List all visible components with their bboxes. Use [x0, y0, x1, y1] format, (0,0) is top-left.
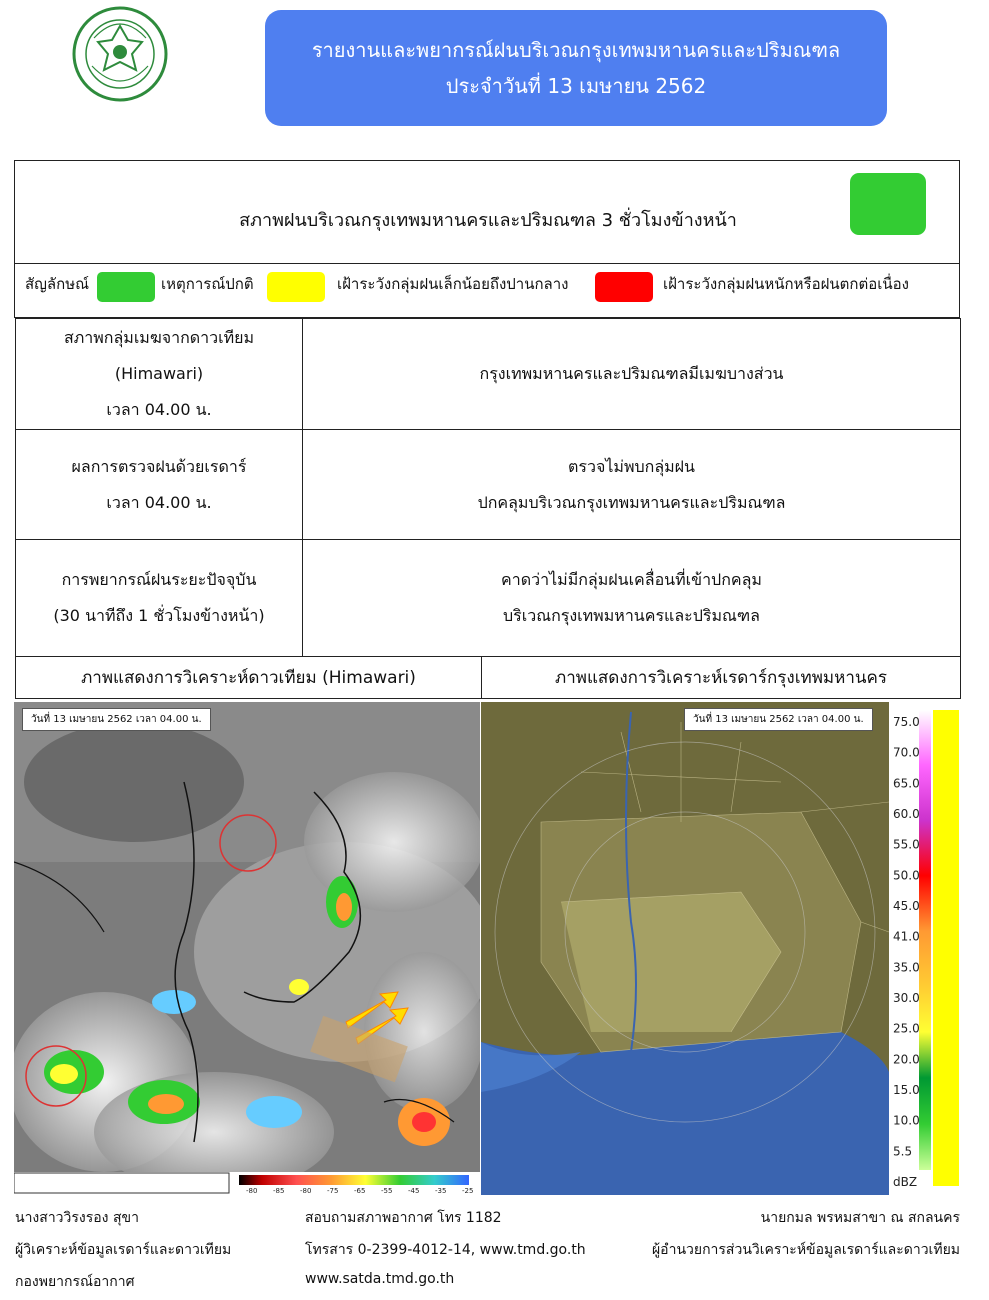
analyst-department: กองพยากรณ์อากาศ [15, 1274, 135, 1290]
row-label: ผลการตรวจฝนด้วยเรดาร์ [71, 456, 247, 476]
satellite-scale-label: -35 [435, 1187, 447, 1195]
row-label: (30 นาทีถึง 1 ชั่วโมงข้างหน้า) [53, 606, 265, 625]
radar-scale-label: 30.0 [893, 991, 920, 1005]
satellite-scale-label: -45 [408, 1187, 420, 1195]
nowcast-label-cell [16, 540, 303, 657]
legend-swatch-green [97, 272, 155, 302]
director-name: นายกมล พรหมสาขา ณ สกลนคร [760, 1210, 960, 1226]
legend-swatch-yellow [267, 272, 325, 302]
radar-scale-label: 5.5 [893, 1144, 913, 1159]
satellite-value-cell [303, 319, 961, 430]
row-label: (Himawari) [114, 364, 204, 383]
radar-scale-label: 15.0 [893, 1083, 920, 1097]
row-label: สภาพกลุ่มเมฆจากดาวเทียม [63, 328, 255, 347]
radar-scale-label: 55.0 [893, 837, 920, 852]
satellite-scale-label: -75 [327, 1187, 339, 1195]
rain-status-title: สภาพฝนบริเวณกรุงเทพมหานครและปริมณฑล 3 ชั่วโมงข้างหน้า [239, 210, 737, 231]
legend-row [15, 263, 959, 318]
row-value: ตรวจไม่พบกลุ่มฝน [568, 456, 695, 476]
weather-hotline: สอบถามสภาพอากาศ โทร 1182 [305, 1210, 502, 1226]
table-row [16, 319, 961, 430]
satellite-timestamp: วันที่ 13 เมษายน 2562 เวลา 04.00 น. [22, 708, 211, 731]
satellite-scale-label: -80 [300, 1187, 312, 1195]
radar-scale-label: 41.0 [893, 929, 920, 944]
radar-scale-label: 25.0 [893, 1021, 920, 1036]
satellite-image-title: ภาพแสดงการวิเคราะห์ดาวเทียม (Himawari) [16, 657, 482, 698]
radar-scale-label: 65.0 [893, 776, 920, 791]
analyst-name: นางสาววิรงรอง สุขา [15, 1210, 139, 1226]
radar-scale-label: 75.0 [893, 715, 920, 729]
radar-timestamp: วันที่ 13 เมษายน 2562 เวลา 04.00 น. [684, 708, 873, 731]
row-label: การพยากรณ์ฝนระยะปัจจุบัน [61, 570, 257, 589]
satellite-scale-label: -25 [462, 1187, 474, 1195]
satellite-label-cell [16, 319, 303, 430]
row-label: เวลา 04.00 น. [106, 400, 212, 419]
director-position: ผู้อำนวยการส่วนวิเคราะห์ข้อมูลเรดาร์และดาวเทียม [651, 1242, 960, 1258]
radar-scale-label: dBZ [893, 1175, 918, 1189]
image-titles-row [15, 656, 961, 699]
observation-table [15, 318, 961, 657]
row-value: คาดว่าไม่มีกลุ่มฝนเคลื่อนที่เข้าปกคลุม [501, 570, 762, 589]
legend-swatch-red [595, 272, 653, 302]
row-value: ปกคลุมบริเวณกรุงเทพมหานครและปริมณฑล [477, 492, 786, 512]
radar-scale-label: 70.0 [893, 745, 920, 760]
radar-scale-label: 45.0 [893, 899, 920, 913]
table-row [16, 430, 961, 540]
radar-scale-label: 20.0 [893, 1052, 920, 1067]
tmd-seal-logo [72, 6, 168, 102]
report-title: รายงานและพยากรณ์ฝนบริเวณกรุงเทพมหานครและปริมณฑล [311, 38, 841, 62]
radar-image [481, 702, 961, 1195]
legend-text-heavy: เฝ้าระวังกลุ่มฝนหนักหรือฝนตกต่อเนื่อง [663, 275, 909, 293]
row-value: บริเวณกรุงเทพมหานครและปริมณฑล [503, 606, 760, 625]
legend-label: สัญลักษณ์ [25, 275, 90, 293]
legend-text-normal: เหตุการณ์ปกติ [161, 275, 254, 293]
satellite-scale-label: -80 [246, 1187, 258, 1195]
radar-scale-label: 10.0 [893, 1113, 920, 1128]
nowcast-value-cell [303, 540, 961, 657]
row-label: เวลา 04.00 น. [106, 492, 212, 512]
radar-image-title: ภาพแสดงการวิเคราะห์เรดาร์กรุงเทพมหานคร [554, 668, 888, 688]
satellite-scale-label: -65 [354, 1187, 366, 1195]
satellite-scale-label: -85 [273, 1187, 285, 1195]
radar-scale-label: 60.0 [893, 807, 920, 821]
satellite-scale-label: -55 [381, 1187, 393, 1195]
row-value: กรุงเทพมหานครและปริมณฑลมีเมฆบางส่วน [479, 364, 784, 383]
report-date: ประจำวันที่ 13 เมษายน 2562 [445, 74, 707, 98]
fax-and-website: โทรสาร 0-2399-4012-14, www.tmd.go.th [305, 1242, 586, 1258]
report-title-banner [265, 10, 887, 126]
satda-website: www.satda.tmd.go.th [305, 1271, 455, 1287]
rain-status-panel [14, 160, 960, 318]
radar-scale-label: 50.0 [893, 868, 920, 883]
radar-scale-label: 35.0 [893, 960, 920, 975]
satellite-image [14, 702, 480, 1195]
radar-label-cell [16, 430, 303, 540]
radar-value-cell [303, 430, 961, 540]
analyst-position: ผู้วิเคราะห์ข้อมูลเรดาร์และดาวเทียม [15, 1242, 232, 1258]
table-row [16, 540, 961, 657]
legend-text-light-moderate: เฝ้าระวังกลุ่มฝนเล็กน้อยถึงปานกลาง [337, 275, 569, 293]
current-status-indicator [850, 173, 926, 235]
